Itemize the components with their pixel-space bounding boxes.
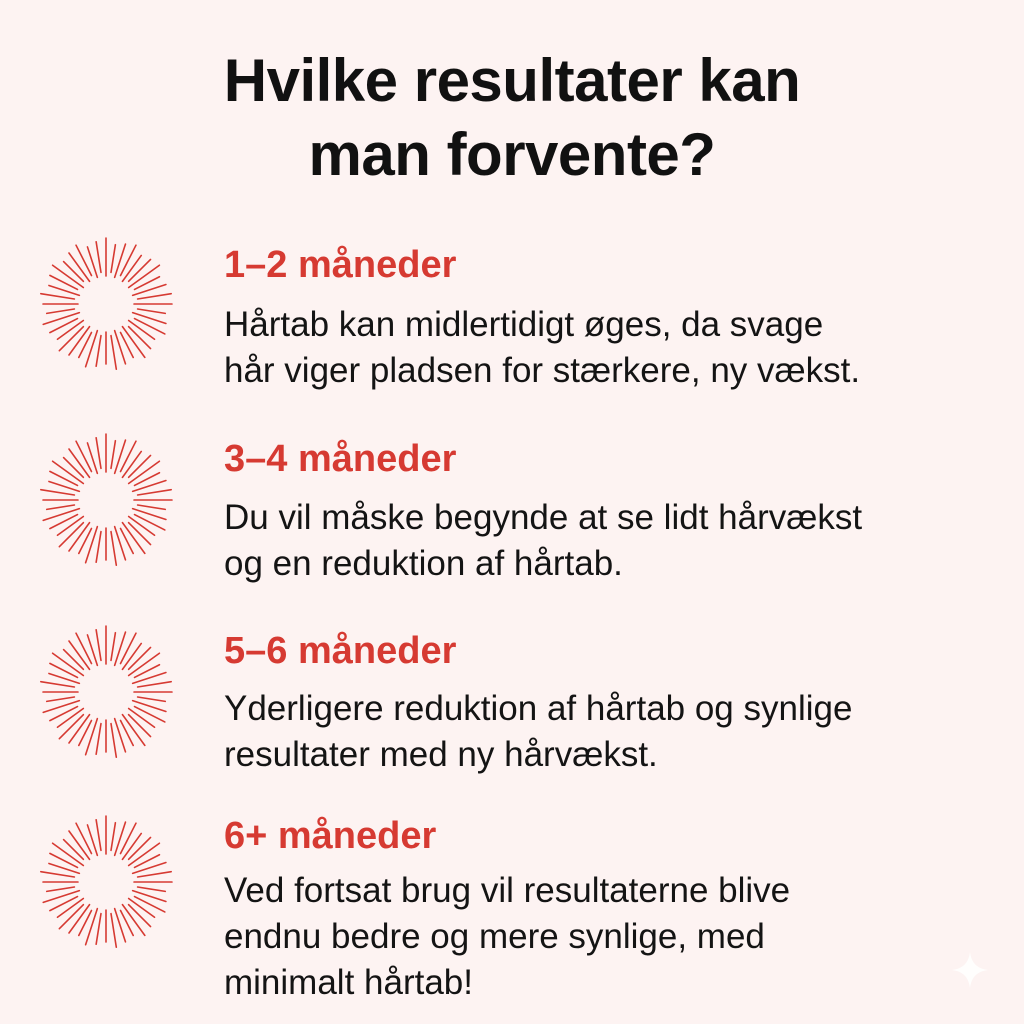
sunburst-ray — [129, 455, 151, 477]
sunburst-ray — [138, 309, 166, 313]
sunburst-ray — [111, 724, 116, 758]
sunburst-ray — [129, 523, 151, 545]
sunburst-icon — [38, 236, 174, 372]
sunburst-ray — [138, 490, 172, 495]
sunburst-ray — [115, 440, 126, 473]
sunburst-ray — [86, 719, 98, 755]
description-line: endnu bedre og mere synlige, med — [224, 917, 765, 956]
sunburst-ray — [59, 715, 83, 739]
sunburst-ray — [115, 909, 126, 942]
milestone-description — [224, 686, 1004, 778]
sunburst-ray — [133, 891, 166, 902]
sunburst-ray — [111, 336, 116, 370]
sunburst-ray — [115, 527, 126, 560]
sunburst-ray — [133, 701, 166, 712]
sunburst-ray — [43, 313, 79, 325]
description-line: minimalt hårtab! — [224, 963, 473, 1002]
sunburst-ray — [43, 891, 79, 903]
sunburst-ray — [115, 719, 126, 752]
sunburst-ray — [133, 673, 166, 684]
sparkle-icon — [951, 951, 989, 989]
sunburst-ray — [129, 327, 151, 349]
sunburst-ray — [47, 309, 75, 313]
sunburst-ray — [59, 905, 83, 929]
milestone-description — [224, 868, 1004, 1006]
description-line: Yderligere reduktion af hårtab og synlige — [224, 689, 853, 728]
sunburst-ray — [111, 441, 115, 469]
description-line: og en reduktion af hårtab. — [224, 544, 623, 583]
sunburst-ray — [43, 509, 79, 521]
sunburst-ray — [138, 682, 172, 687]
sunburst-ray — [47, 505, 75, 509]
sunburst-ray — [87, 825, 97, 855]
sunburst-ray — [86, 527, 98, 563]
sunburst-ray — [133, 863, 166, 874]
sunburst-ray — [96, 336, 101, 367]
sunburst-ray — [96, 242, 101, 273]
sunburst-ray — [64, 650, 84, 670]
sunburst-icon — [38, 432, 174, 568]
sunburst-ray — [64, 840, 84, 860]
milestone-heading: 1–2 måneder — [224, 244, 457, 286]
sunburst-ray — [115, 632, 126, 665]
sunburst-ray — [64, 458, 84, 478]
description-line: Hårtab kan midlertidigt øges, da svage — [224, 305, 824, 344]
description-line: resultater med ny hårvækst. — [224, 735, 658, 774]
sunburst-ray — [111, 245, 115, 273]
title-line-2: man forvente? — [308, 121, 716, 188]
milestone-heading: 5–6 måneder — [224, 630, 457, 672]
sunburst-ray — [49, 285, 79, 295]
sunburst-ray — [41, 490, 75, 495]
sunburst-ray — [138, 887, 166, 891]
sunburst-ray — [133, 481, 166, 492]
sunburst-ray — [96, 630, 101, 661]
sunburst-ray — [41, 872, 75, 877]
sunburst-ray — [138, 697, 166, 701]
sunburst-ray — [49, 863, 79, 873]
sunburst-ray — [96, 724, 101, 755]
milestone-description — [224, 495, 1004, 587]
sunburst-ray — [96, 914, 101, 945]
page-title — [0, 44, 1024, 192]
sunburst-ray — [86, 909, 98, 945]
description-line: Du vil måske begynde at se lidt hårvækst — [224, 498, 863, 537]
sunburst-ray — [41, 682, 75, 687]
sunburst-ray — [86, 331, 98, 367]
sunburst-ray — [111, 532, 116, 566]
sunburst-ray — [138, 872, 172, 877]
sunburst-ray — [87, 443, 97, 473]
sunburst-ray — [138, 294, 172, 299]
sunburst-ray — [133, 509, 166, 520]
sunburst-ray — [115, 331, 126, 364]
sunburst-ray — [47, 887, 75, 891]
milestone-description — [224, 302, 1004, 394]
milestone-heading: 6+ måneder — [224, 815, 437, 857]
sunburst-ray — [59, 523, 83, 547]
description-line: Ved fortsat brug vil resultaterne blive — [224, 871, 791, 910]
sunburst-ray — [47, 697, 75, 701]
sunburst-ray — [111, 633, 115, 661]
sunburst-ray — [115, 244, 126, 277]
sunburst-ray — [87, 247, 97, 277]
sunburst-ray — [96, 438, 101, 469]
title-line-1: Hvilke resultater kan — [223, 47, 801, 114]
sunburst-ray — [64, 262, 84, 282]
sunburst-ray — [41, 294, 75, 299]
sunburst-ray — [133, 313, 166, 324]
sunburst-ray — [111, 914, 116, 948]
sunburst-icon — [38, 624, 174, 760]
sunburst-ray — [115, 822, 126, 855]
sunburst-ray — [129, 259, 151, 281]
sunburst-ray — [111, 823, 115, 851]
sunburst-ray — [129, 715, 151, 737]
sunburst-ray — [49, 673, 79, 683]
sunburst-ray — [138, 505, 166, 509]
milestone-heading: 3–4 måneder — [224, 438, 457, 480]
description-line: hår viger pladsen for stærkere, ny vækst. — [224, 351, 861, 390]
sunburst-ray — [129, 905, 151, 927]
sunburst-ray — [59, 327, 83, 351]
sunburst-ray — [133, 285, 166, 296]
sunburst-ray — [129, 837, 151, 859]
sunburst-ray — [129, 647, 151, 669]
sunburst-ray — [96, 532, 101, 563]
sunburst-ray — [49, 481, 79, 491]
sunburst-ray — [96, 820, 101, 851]
sunburst-ray — [43, 701, 79, 713]
sunburst-ray — [87, 635, 97, 665]
sunburst-icon — [38, 814, 174, 950]
